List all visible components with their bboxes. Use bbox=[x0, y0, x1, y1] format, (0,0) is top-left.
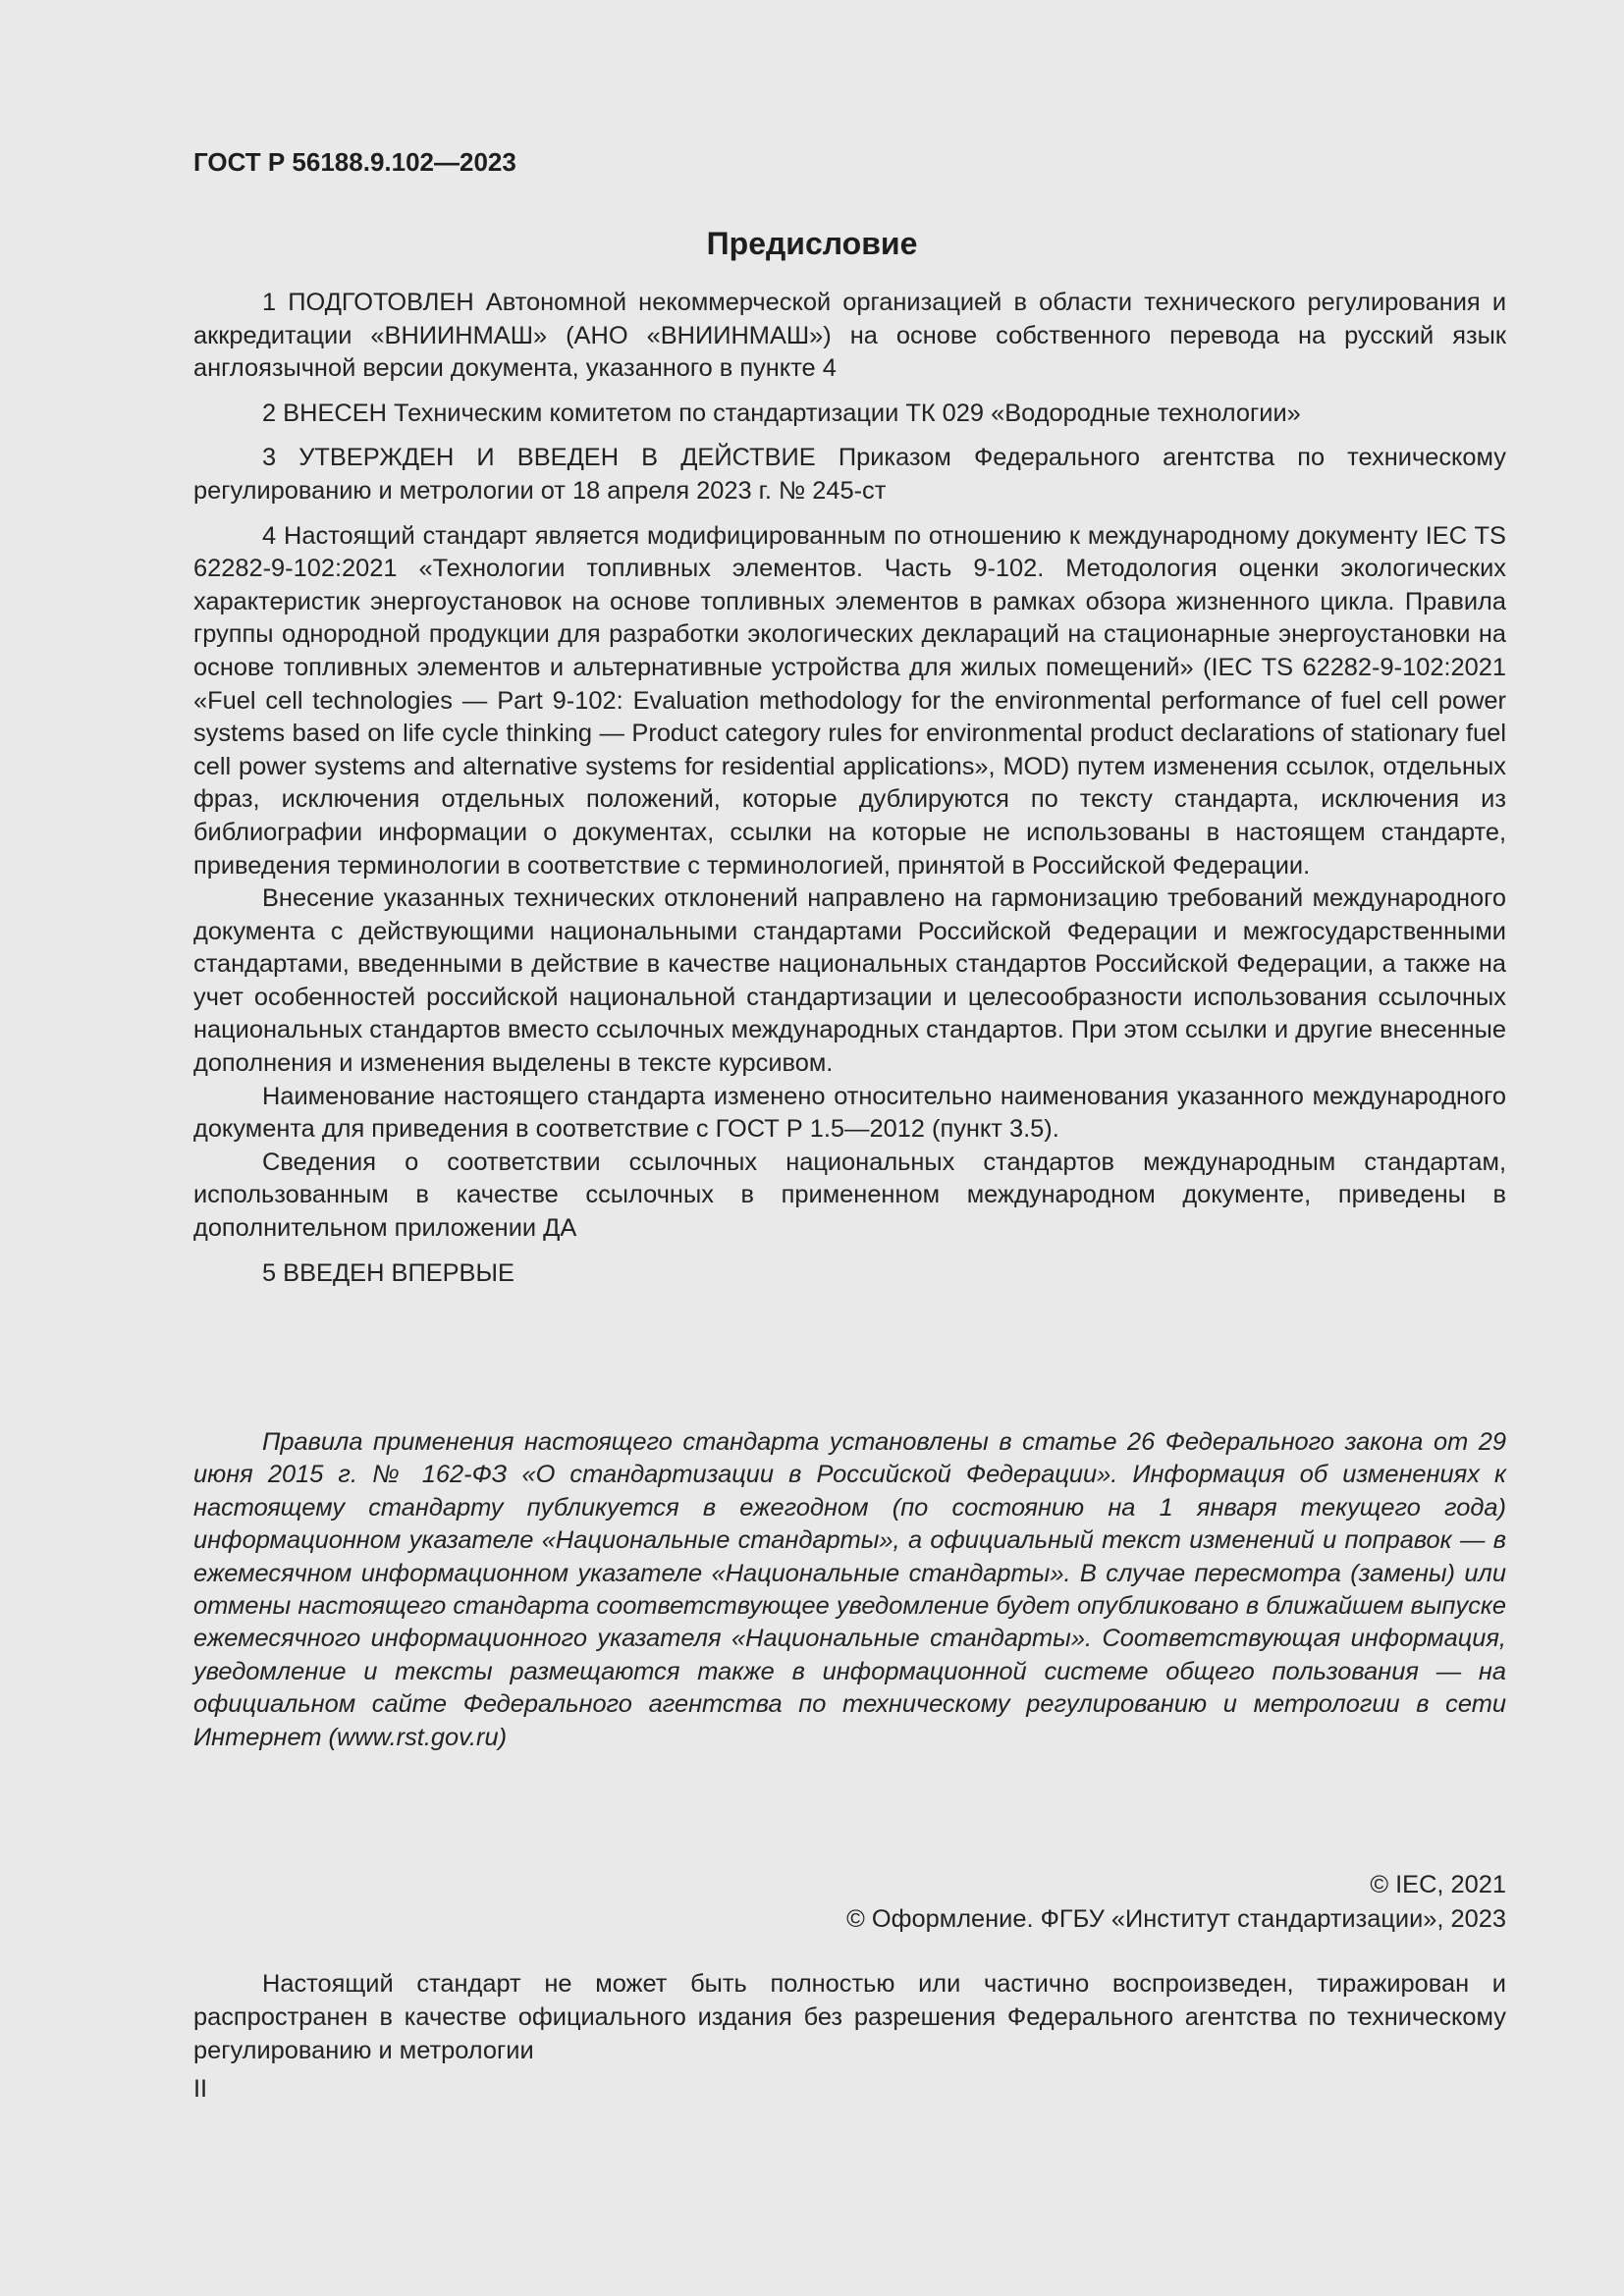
paragraph-approved: 3 УТВЕРЖДЕН И ВВЕДЕН В ДЕЙСТВИЕ Приказом Федерального агентства по техническому регулированию и метрологии от 18 апреля 2023 г. № 245-ст bbox=[193, 444, 1506, 505]
rules-note-text: Правила применения настоящего стандарта установлены в статье 26 Федерального закона от 29 июня 2015 г. № 162-ФЗ «О стандартизации в Российской Федерации». Информация об изменениях к настоящему стандарту публикуется в ежегодном (по состоянию на 1 января текущего года) информационном указателе «Национальные стандарты», а официальный текст изменений и поправок — в ежемесячном информационном указателе «Национальные стандарты». В случае пересмотра (замены) или отмены настоящего стандарта соответствующее уведомление будет опубликовано в ближайшем выпуске ежемесячного информационного указателя «Национальные стандарты». Соответствующая информация, уведомление и тексты размещаются также в информационной системе общего пользования — на официальном сайте Федерального агентства по техническому регулированию и метрологии в сети Интернет (www.rst.gov.ru) bbox=[193, 1428, 1506, 1751]
paragraph-introduced: 5 ВВЕДЕН ВПЕРВЫЕ bbox=[262, 1258, 514, 1287]
paragraph-deviations: Внесение указанных технических отклонений направлено на гармонизацию требований международного документа с действующими национальными стандартами Российской Федерации и межгосударственными стандартами, введенными в действие в качестве национальных стандартов Российской Федерации, а также на учет особенностей российской национальной стандартизации и целесообразности использования ссылочных национальных стандартов вместо ссылочных международных стандартов. При этом ссылки и другие внесенные дополнения и изменения выделены в тексте курсивом. bbox=[193, 884, 1506, 1078]
paragraph-modified: 4 Настоящий стандарт является модифицированным по отношению к международному документу IEC TS 62282-9-102:2021 «Технологии топливных элементов. Часть 9-102. Методология оценки экологических характеристик энергоустановок на основе топливных элементов в рамках обзора жизненного цикла. Правила группы однородной продукции для разработки экологических деклараций на стационарные энергоустановки на основе топливных элементов и альтернативные устройства для жилых помещений» (IEC TS 62282-9-102:2021 «Fuel cell technologies — Part 9-102: Evaluation methodology for the environmental performance of fuel cell power systems based on life cycle thinking — Product category rules for environmental product declarations of stationary fuel cell power systems and alternative systems for residential applications», MOD) путем изменения ссылок, отдельных фраз, исключения отдельных положений, которые дублируются по тексту стандарта, исключения из библиографии информации о документах, ссылки на которые не использованы в настоящем стандарте, приведения терминологии в соответствие с терминологией, принятой в Российской Федерации. bbox=[193, 521, 1506, 880]
copyright-formatting: © Оформление. ФГБУ «Институт стандартизации», 2023 bbox=[846, 1905, 1506, 1933]
document-number: ГОСТ Р 56188.9.102—2023 bbox=[193, 147, 516, 177]
foreword-body bbox=[193, 287, 1506, 1290]
paragraph-references: Сведения о соответствии ссылочных национальных стандартов международным стандартам, использованным в качестве ссылочных в примененном международном документе, приведены в дополнительном приложении ДА bbox=[193, 1148, 1506, 1243]
paragraph-prepared: 1 ПОДГОТОВЛЕН Автономной некоммерческой организацией в области технического регулирования и аккредитации «ВНИИНМАШ» (АНО «ВНИИНМАШ») на основе собственного перевода на русский язык англоязычной версии документа, указанного в пункте 4 bbox=[193, 289, 1506, 383]
reproduction-notice-text: Настоящий стандарт не может быть полностью или частично воспроизведен, тиражирован и распространен в качестве официального издания без разрешения Федерального агентства по техническому регулированию и метрологии bbox=[193, 1970, 1506, 2064]
copyright-block bbox=[193, 1868, 1506, 1937]
paragraph-title-change: Наименование настоящего стандарта изменено относительно наименования указанного международного документа для приведения в соответствие с ГОСТ Р 1.5—2012 (пункт 3.5). bbox=[193, 1082, 1506, 1144]
paragraph-submitted: 2 ВНЕСЕН Техническим комитетом по стандартизации ТК 029 «Водородные технологии» bbox=[262, 399, 1301, 427]
rules-note bbox=[193, 1426, 1506, 1754]
page-number: II bbox=[193, 2075, 208, 2103]
copyright-iec: © IEC, 2021 bbox=[1370, 1871, 1506, 1898]
reproduction-notice bbox=[193, 1967, 1506, 2067]
page-title: Предисловие bbox=[706, 226, 918, 261]
